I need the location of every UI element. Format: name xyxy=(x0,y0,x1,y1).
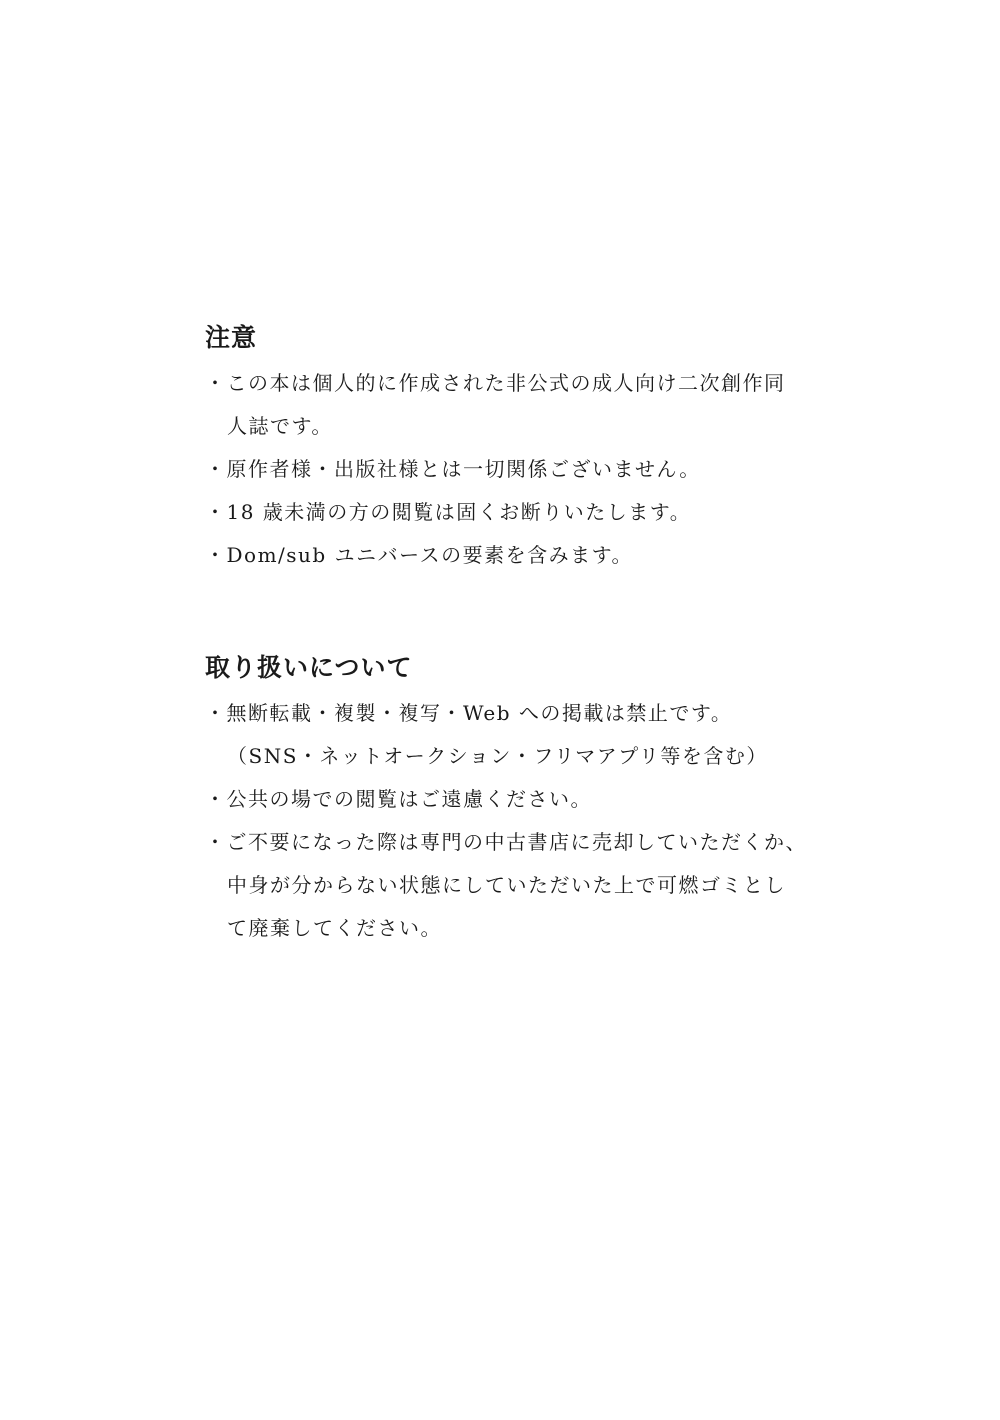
notice-line: ・18 歳未満の方の閲覧は固くお断りいたします。 xyxy=(205,500,692,524)
handling-line: （SNS・ネットオークション・フリマアプリ等を含む） xyxy=(227,744,768,768)
notice-line: ・原作者様・出版社様とは一切関係ございません。 xyxy=(205,457,701,481)
notice-heading: 注意 xyxy=(205,323,258,352)
handling-line: て廃棄してください。 xyxy=(227,916,442,940)
notice-line: ・Dom/sub ユニバースの要素を含みます。 xyxy=(205,543,633,567)
handling-line: ・無断転載・複製・複写・Web への掲載は禁止です。 xyxy=(205,701,733,725)
handling-section xyxy=(205,650,825,950)
notice-line: ・この本は個人的に作成された非公式の成人向け二次創作同 xyxy=(205,371,786,395)
notice-list xyxy=(205,362,825,577)
notice-section xyxy=(205,320,825,577)
handling-heading: 取り扱いについて xyxy=(205,653,413,682)
notice-line: 人誌です。 xyxy=(227,414,333,438)
handling-line: 中身が分からない状態にしていただいた上で可燃ゴミとし xyxy=(227,873,786,897)
handling-line: ・公共の場での閲覧はご遠慮ください。 xyxy=(205,787,592,811)
handling-list xyxy=(205,692,825,950)
handling-line: ・ご不要になった際は専門の中古書店に売却していただくか、 xyxy=(205,830,807,854)
